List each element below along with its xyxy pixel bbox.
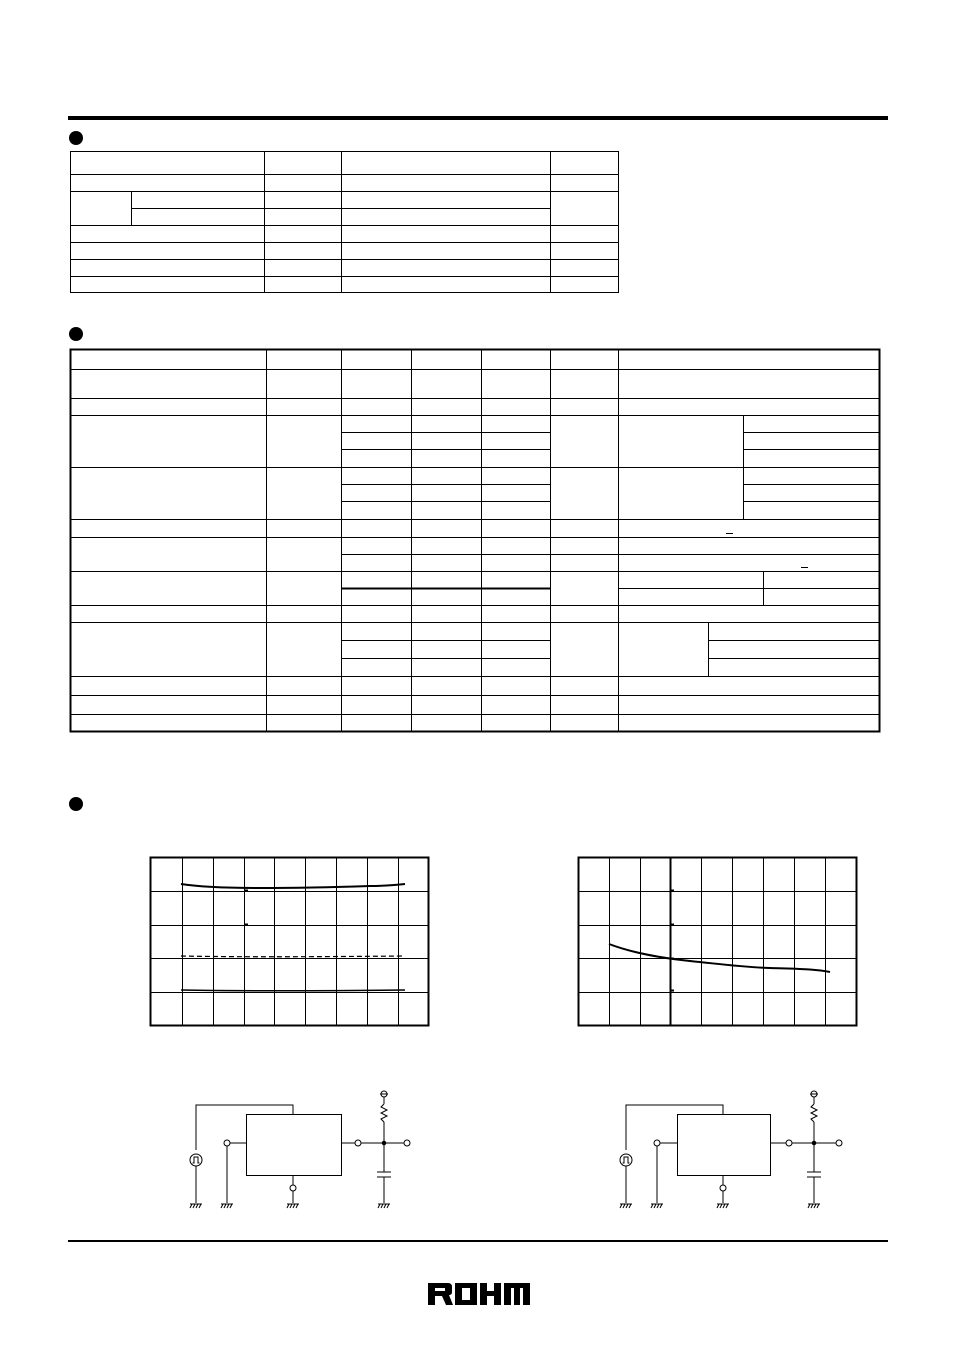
- square-pulse-source-icon: [620, 1154, 632, 1166]
- footer-rule: [68, 1240, 888, 1242]
- section-bullet-electrical-characteristics: [69, 327, 83, 341]
- header-rule: [68, 116, 888, 120]
- capacitor-icon: [377, 1172, 391, 1177]
- capacitor-icon: [807, 1172, 821, 1177]
- ground-symbol-icon: [190, 1204, 390, 1208]
- section-bullet-absolute-maximum-ratings: [69, 131, 83, 145]
- resistor-icon: [811, 1104, 817, 1122]
- resistor-icon: [381, 1104, 387, 1122]
- section-bullet-characteristic-curves: [69, 797, 83, 811]
- square-pulse-source-icon: [190, 1154, 202, 1166]
- ground-symbol-icon: [620, 1204, 820, 1208]
- rohm-logo: [428, 1281, 530, 1307]
